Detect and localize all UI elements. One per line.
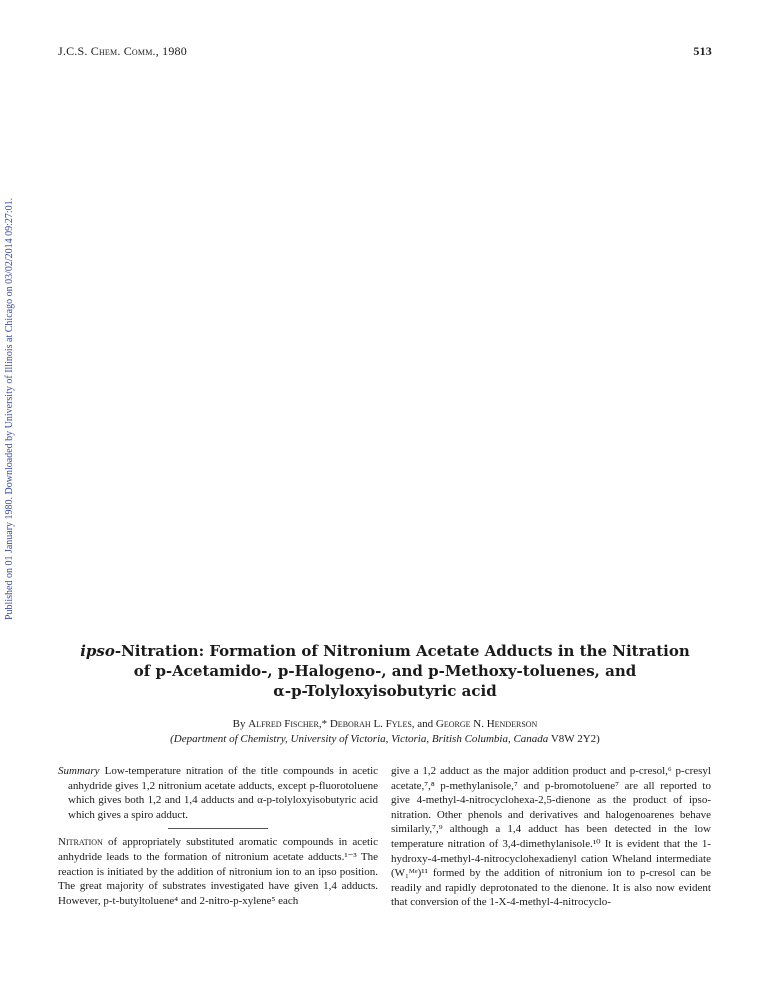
section-divider — [168, 828, 268, 829]
author-1: Alfred Fischer, — [248, 718, 322, 730]
summary-text: Low-temperature nitration of the title compounds in acetic anhydride gives 1,2 nitronium acetate adducts, except p-fluorotoluene which gives both 1,2 and 1,4 adducts and α-p-tolyloxyisobutyric acid which gives a spiro adduct. — [68, 765, 379, 821]
corresponding-star: * — [321, 718, 330, 730]
download-watermark-text: Published on 01 January 1980. Downloaded by University of Illinois at Chicago on 03/02/2014 09:27:01. — [4, 197, 15, 620]
intro-paragraph-right: give a 1,2 adduct as the major addition product and p-cresol,⁶ p-cresyl acetate,⁷,⁸ p-methylanisole,⁷ and p-bromotoluene⁷ are all reported to give 4-methyl-4-nitrocyclohexa-2,5-dienone as the product of ipso-nitration. Other phenols and derivatives and halogenoarenes behave similarly,⁷,⁹ although a 1,4 adduct has been detected in the low temperature nitration of 3,4-dimethylanisole.¹⁰ It is evident that the 1-hydroxy-4-methyl-4-nitrocyclohexadienyl cation Wheland intermediate (W₁ᴹᵉ)¹¹ formed by the addition of nitronium ion to p-cresol can be readily and rapidly deprotonated to the dienone. It is also now evident that conversion of the 1-X-4-methyl-4-nitrocyclo- — [391, 765, 711, 909]
journal-year: , 1980 — [155, 44, 187, 58]
journal-citation — [58, 44, 187, 59]
download-watermark — [4, 140, 18, 640]
title-line-1-rest: -Nitration: Formation of Nitronium Acetate Adducts in the Nitration — [114, 642, 690, 660]
journal-name: Chem. Comm. — [90, 44, 156, 58]
affiliation-text: (Department of Chemistry, University of Victoria, Victoria, British Columbia, Canada — [170, 733, 549, 745]
affiliation-postcode: V8W 2Y2) — [548, 733, 600, 745]
title-line-2: of p-Acetamido-, p-Halogeno-, and p-Methoxy-toluenes, and — [133, 662, 637, 680]
summary-label: Summary — [58, 765, 100, 777]
title-ipso: ipso — [80, 642, 115, 660]
intro-paragraph-left — [58, 835, 378, 908]
author-by: By — [232, 718, 249, 730]
page-number: 513 — [693, 44, 712, 58]
intro-text-left: of appropriately substituted aromatic compounds in acetic anhydride leads to the formation of nitronium acetate adducts.¹⁻³ The reaction is initiated by the addition of nitronium ion to an ipso position. The great majority of substrates investigated have given 1,4 adducts. However, p-t-butyltoluene⁴ and 2-nitro-p-xylene⁵ each — [58, 836, 378, 907]
author-and: and — [414, 718, 436, 730]
title-line-1 — [58, 641, 712, 661]
summary-paragraph — [58, 764, 378, 822]
author-2: Deborah L. Fyles, — [329, 718, 415, 730]
left-column — [58, 764, 378, 908]
author-3: George N. Henderson — [435, 718, 538, 730]
affiliation — [58, 733, 712, 745]
intro-lead: Nitration — [58, 836, 103, 849]
journal-prefix: J.C.S. — [58, 44, 91, 58]
article-title — [58, 641, 712, 701]
right-column — [391, 764, 711, 910]
title-line-3: α-p-Tolyloxyisobutyric acid — [273, 682, 497, 700]
author-list — [58, 716, 712, 732]
